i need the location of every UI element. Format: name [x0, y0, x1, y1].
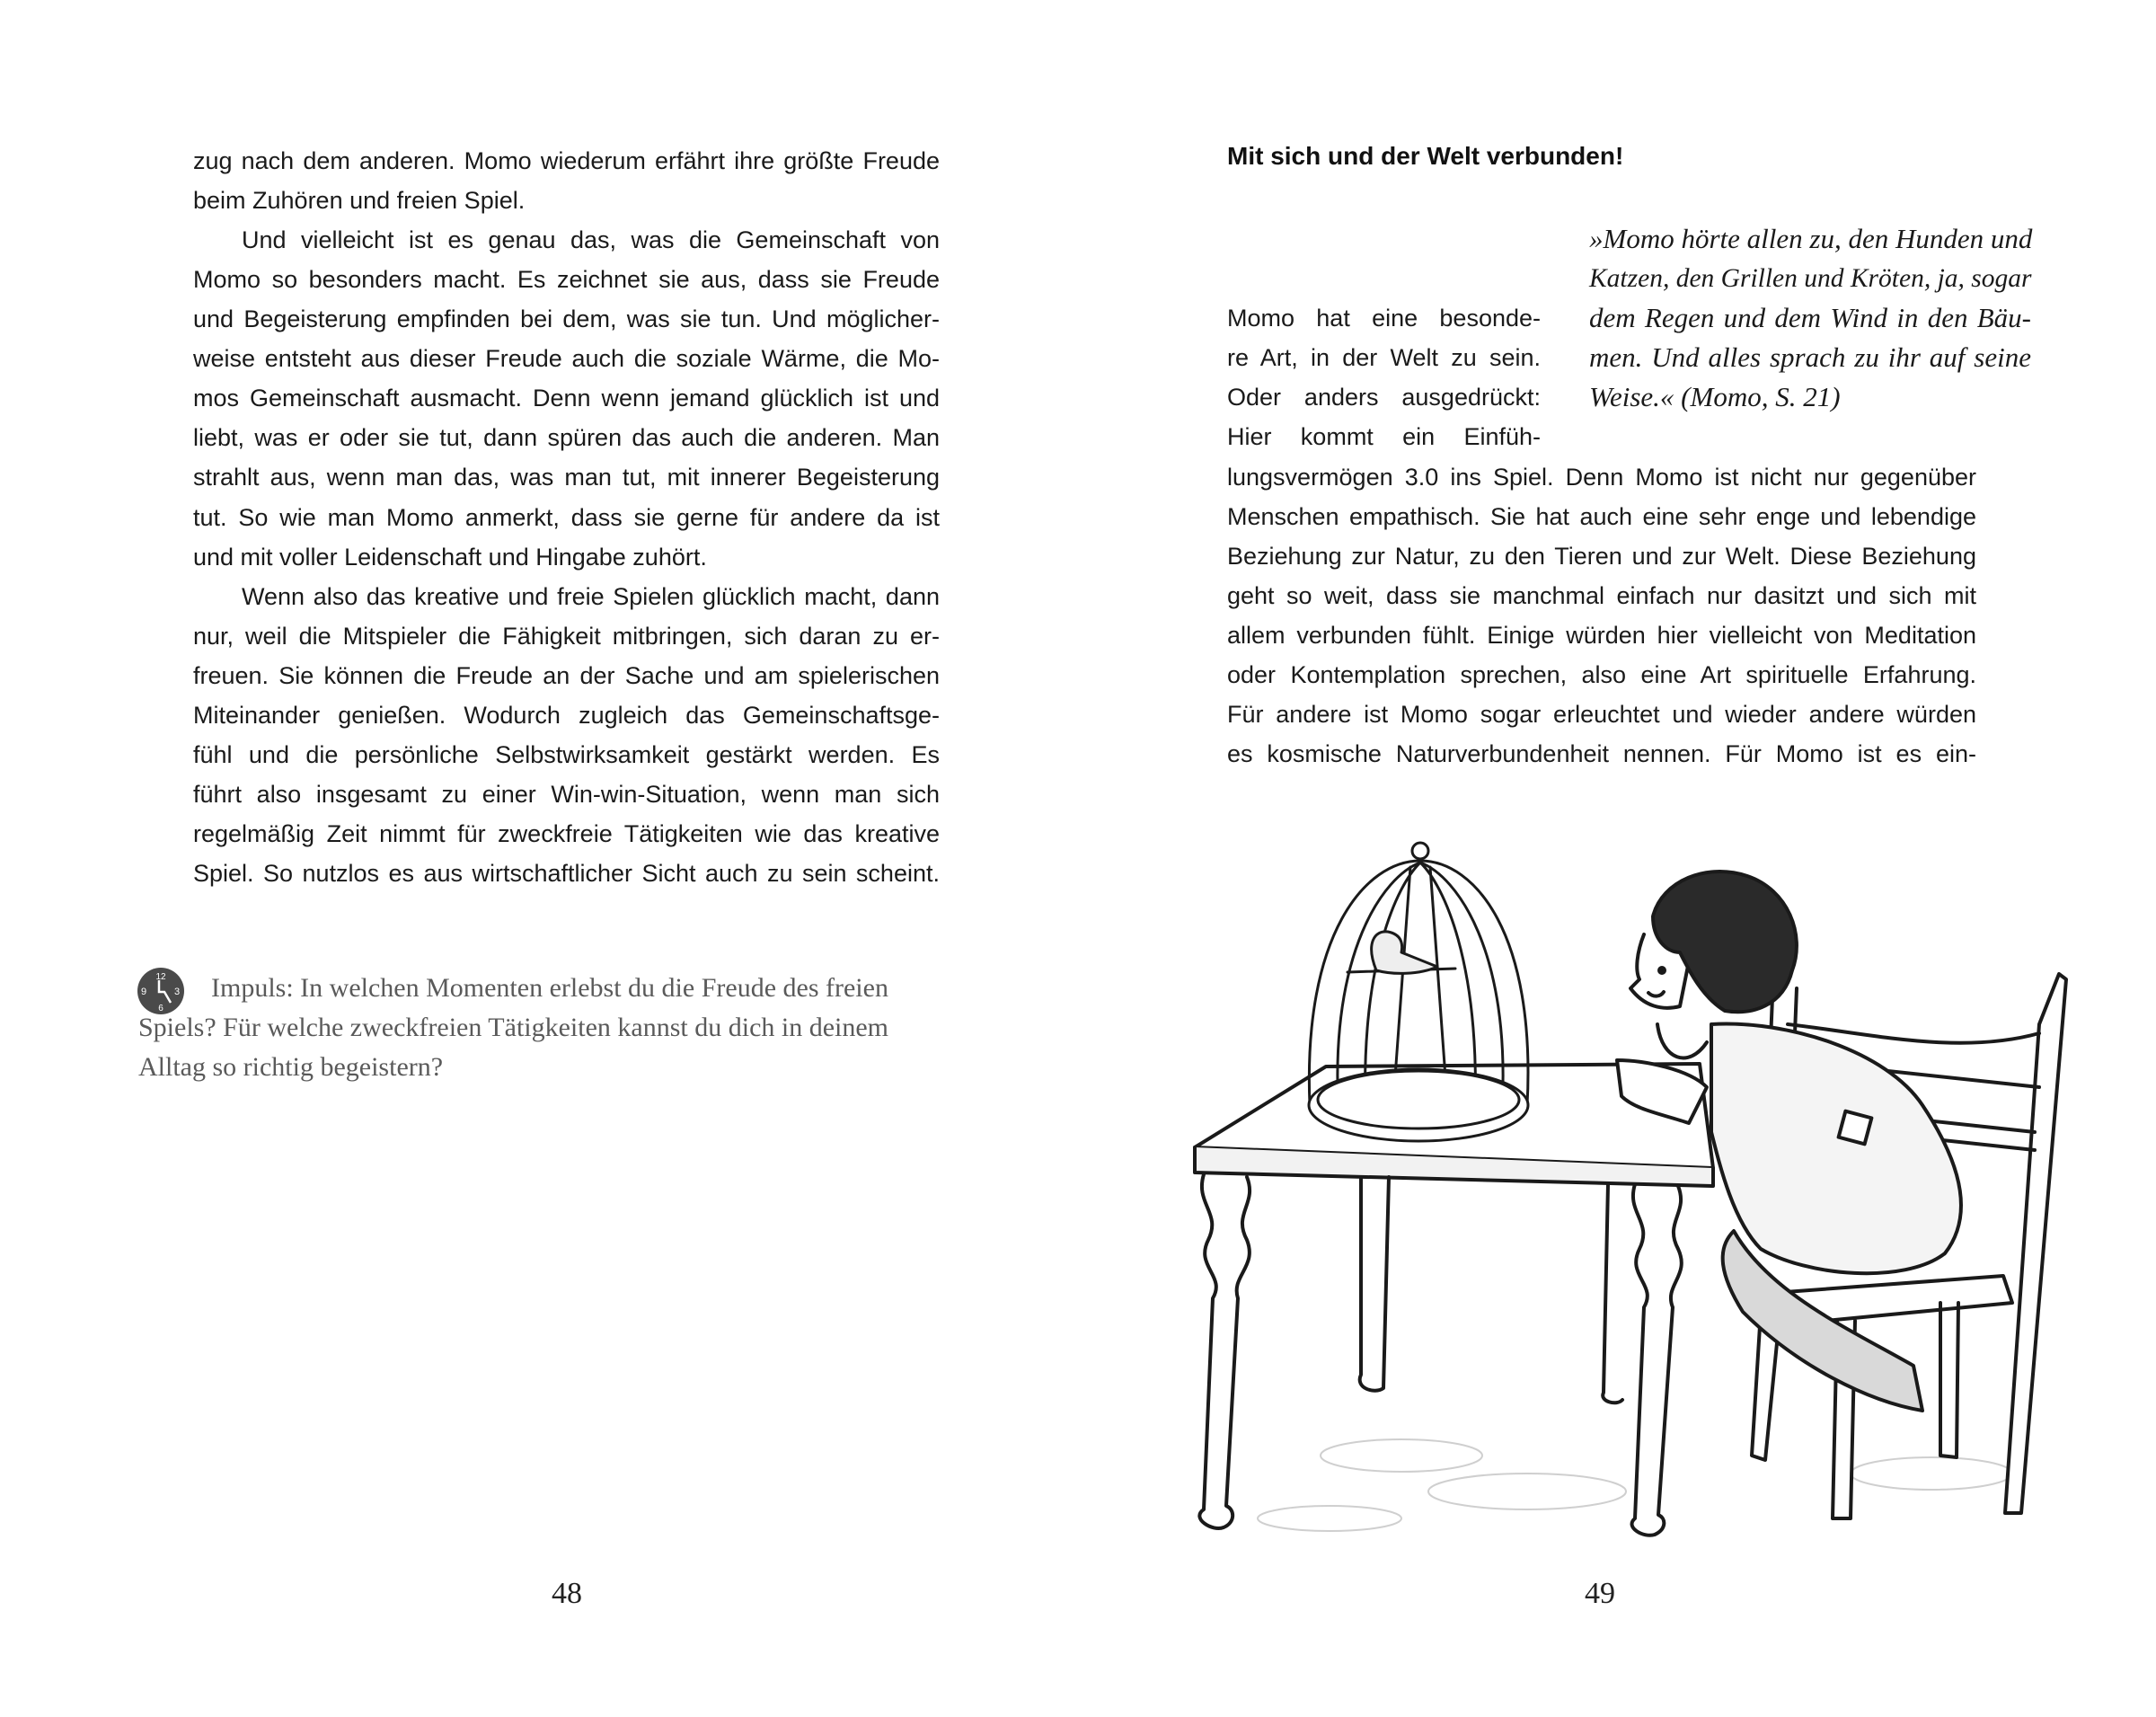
paragraph-line: Hier kommt ein Einfüh- [1227, 423, 1541, 451]
impulse-line: Alltag so richtig begeistern? [138, 1052, 444, 1083]
quote-line: Katzen, den Grillen und Kröten, ja, sogar [1589, 264, 2032, 294]
quote-line: men. Und alles sprach zu ihr auf seine [1589, 341, 2031, 374]
paragraph-line: tut. So wie man Momo anmerkt, dass sie gerne für andere da ist [193, 503, 940, 531]
paragraph-line: re Art, in der Welt zu sein. [1227, 344, 1541, 372]
paragraph-line: strahlt aus, wenn man das, was man tut, mit innerer Begeisterung [193, 464, 940, 491]
impulse-line: Spiels? Für welche zweckfreien Tätigkeiten kannst du dich in deinem [138, 1013, 889, 1043]
paragraph-line: und mit voller Leidenschaft und Hingabe zuhört. [193, 543, 707, 571]
paragraph-line: freuen. Sie können die Freude an der Sache und am spielerischen [193, 661, 940, 689]
sleeve-patch [1839, 1111, 1872, 1145]
paragraph-line: liebt, was er oder sie tut, dann spüren das auch die anderen. Man [193, 424, 940, 452]
paragraph-line: nur, weil die Mitspieler die Fähigkeit mitbringen, sich daran zu er- [193, 622, 940, 650]
paragraph-line: geht so weit, dass sie manchmal einfach nur dasitzt und sich mit [1227, 582, 1976, 610]
clock-number-12: 12 [155, 972, 166, 982]
paragraph-line: es kosmische Naturverbundenheit nennen. Für Momo ist es ein- [1227, 740, 1976, 768]
impulse-line: Impuls: In welchen Momenten erlebst du die Freude des freien [211, 973, 888, 1003]
quote-line: Weise.« (Momo, S. 21) [1589, 381, 1841, 413]
paragraph-line: fühl und die persönliche Selbstwirksamkeit gestärkt werden. Es [193, 740, 940, 768]
paragraph-line: Momo so besonders macht. Es zeichnet sie aus, dass sie Freude [193, 266, 940, 294]
paragraph-line: oder Kontemplation sprechen, also eine Art spirituelle Erfahrung. [1227, 661, 1976, 689]
paragraph-line: regelmäßig Zeit nimmt für zweckfreie Tätigkeiten wie das kreative [193, 820, 940, 848]
birdcage [1309, 843, 1528, 1141]
paragraph-line: und Begeisterung empfinden bei dem, was sie tun. Und möglicher- [193, 305, 940, 333]
clock-number-9: 9 [140, 987, 147, 997]
paragraph-line: zug nach dem anderen. Momo wiederum erfährt ihre größte Freude [193, 147, 940, 174]
paragraph-line: Spiel. So nutzlos es aus wirtschaftlicher Sicht auch zu sein scheint. [193, 860, 940, 888]
quote-line: dem Regen und dem Wind in den Bäu- [1589, 302, 2031, 334]
paragraph-line: allem verbunden fühlt. Einige würden hier vielleicht von Meditation [1227, 622, 1976, 650]
paragraph-line: Momo hat eine besonde- [1227, 305, 1541, 332]
paragraph-line: weise entsteht aus dieser Freude auch die soziale Wärme, die Mo- [193, 345, 940, 373]
paragraph-line: führt also insgesamt zu einer Win-win-Situation, wenn man sich [193, 780, 940, 808]
quote-line: »Momo hörte allen zu, den Hunden und [1589, 223, 2033, 254]
paragraph-line: Für andere ist Momo sogar erleuchtet und wieder andere würden [1227, 701, 1976, 729]
clock-number-6: 6 [158, 1004, 163, 1013]
clock-number-3: 3 [173, 987, 181, 997]
paragraph-line: Oder anders ausgedrückt: [1227, 384, 1541, 412]
paragraph-line: Miteinander genießen. Wodurch zugleich das Gemeinschaftsge- [193, 701, 940, 729]
page-number-left: 48 [552, 1577, 582, 1610]
paragraph-line: Wenn also das kreative und freie Spielen glücklich macht, dann [242, 582, 940, 610]
page-number-right: 49 [1585, 1577, 1615, 1610]
paragraph-line: Beziehung zur Natur, zu den Tieren und zur Welt. Diese Beziehung [1227, 543, 1976, 571]
paragraph-line: beim Zuhören und freien Spiel. [193, 187, 526, 215]
paragraph-line: Menschen empathisch. Sie hat auch eine sehr enge und lebendige [1227, 503, 1976, 531]
girl-at-table-with-birdcage-illustration [1150, 827, 2102, 1545]
section-heading: Mit sich und der Welt verbunden! [1227, 142, 1624, 170]
paragraph-line: mos Gemeinschaft ausmacht. Denn wenn jemand glücklich ist und [193, 385, 940, 412]
paragraph-line: Und vielleicht ist es genau das, was die Gemeinschaft von [242, 226, 940, 254]
paragraph-line: lungsvermögen 3.0 ins Spiel. Denn Momo ist nicht nur gegenüber [1227, 464, 1976, 491]
